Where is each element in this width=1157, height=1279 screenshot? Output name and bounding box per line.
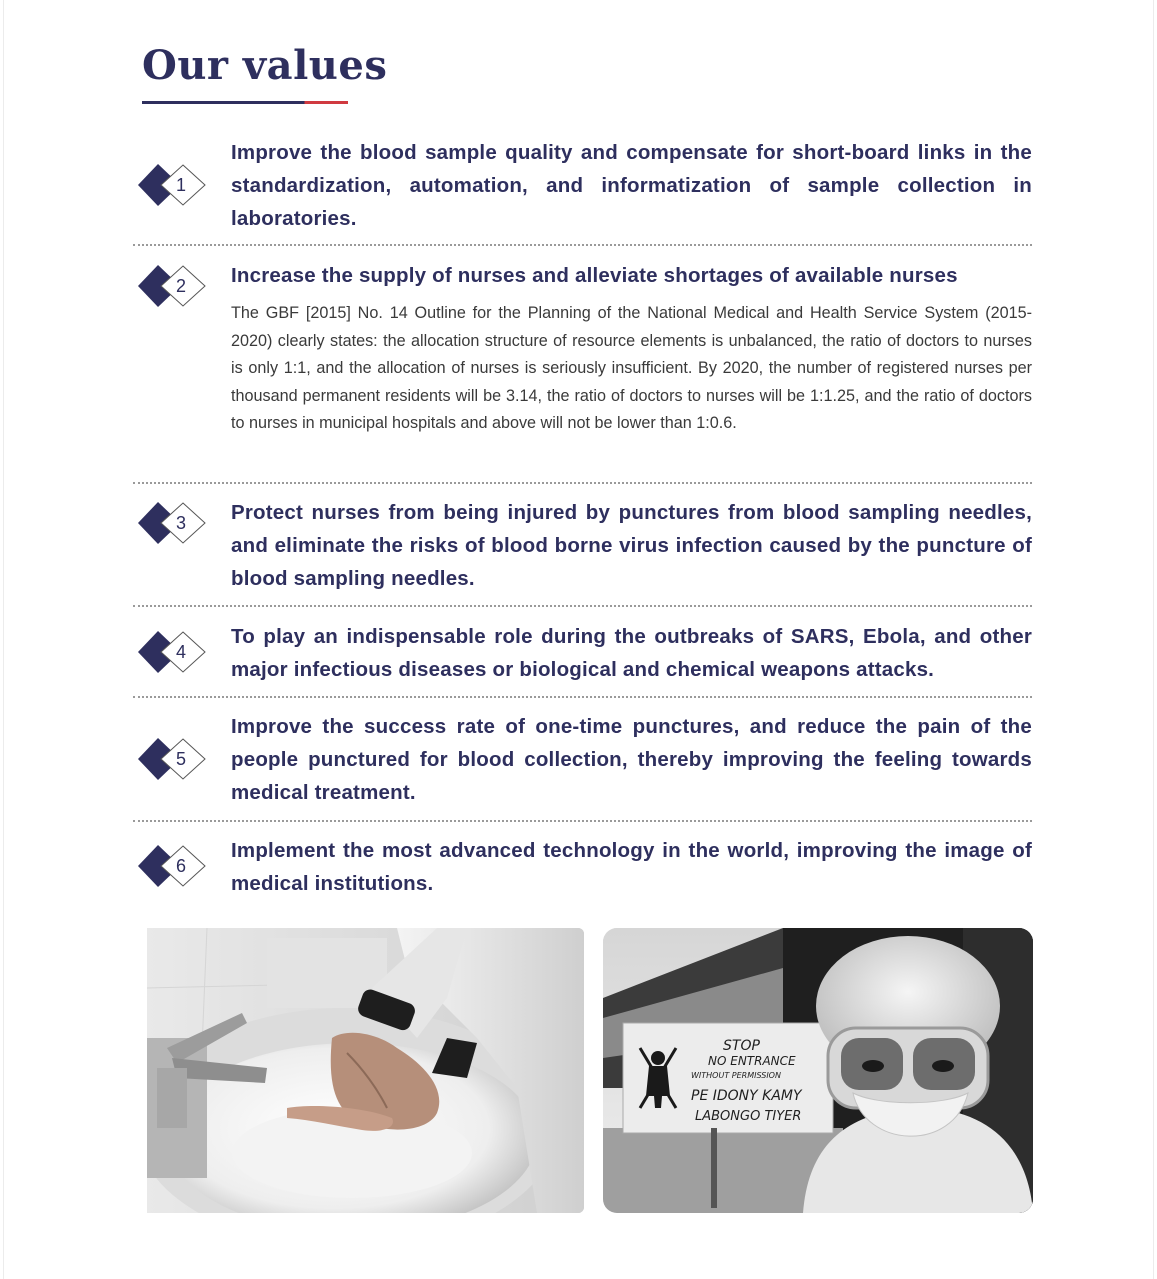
badge-number: 3 bbox=[175, 513, 186, 533]
sign-line-3: WITHOUT PERMISSION bbox=[691, 1071, 781, 1080]
protective-gear-photo bbox=[603, 928, 1033, 1213]
number-badge bbox=[138, 734, 206, 784]
value-heading: Improve the blood sample quality and compensate for short-board links in the standardization, automation, and informatization of sample collection in laboratories. bbox=[231, 141, 1032, 230]
dotted-divider bbox=[133, 244, 1032, 246]
dotted-divider bbox=[133, 696, 1032, 698]
dotted-divider bbox=[133, 820, 1032, 822]
value-heading: Implement the most advanced technology in the world, improving the image of medical institutions. bbox=[231, 839, 1032, 895]
value-description: The GBF [2015] No. 14 Outline for the Planning of the National Medical and Health Service System (2015-2020) clearly states: the allocation structure of resource elements is unbalanced, the ratio of doctors to nurses is only 1:1, and the allocation of nurses is seriously insufficient. By 2020, the number of registered nurses per thousand permanent residents will be 3.14, the ratio of doctors to nurses will be 1:1.25, and the ratio of doctors to nurses in municipal hospitals and above will not be lower than 1:0.6. bbox=[231, 304, 1032, 432]
number-badge bbox=[138, 841, 206, 891]
number-badge bbox=[138, 498, 206, 548]
value-heading: To play an indispensable role during the outbreaks of SARS, Ebola, and other major infectious diseases or biological and chemical weapons attacks. bbox=[231, 625, 1032, 681]
number-badge bbox=[138, 261, 206, 311]
value-heading: Increase the supply of nurses and alleviate shortages of available nurses bbox=[231, 264, 958, 287]
page-title: Our values bbox=[142, 42, 388, 89]
badge-number: 5 bbox=[175, 749, 186, 769]
number-badge bbox=[138, 160, 206, 210]
badge-number: 6 bbox=[175, 856, 186, 876]
badge-number: 4 bbox=[175, 642, 186, 662]
page-edge-left bbox=[3, 0, 4, 1279]
sign-line-2: NO ENTRANCE bbox=[708, 1054, 796, 1068]
sign-line-1: STOP bbox=[723, 1038, 760, 1054]
dotted-divider bbox=[133, 605, 1032, 607]
badge-number: 1 bbox=[175, 175, 186, 195]
sign-line-4: PE IDONY KAMY bbox=[691, 1088, 802, 1104]
value-heading: Improve the success rate of one-time punctures, and reduce the pain of the people punctured for blood collection, thereby improving the feeling towards medical treatment. bbox=[231, 715, 1032, 804]
page-edge-right bbox=[1153, 0, 1154, 1279]
handwashing-photo bbox=[147, 928, 584, 1213]
badge-number: 2 bbox=[175, 276, 186, 296]
title-underline bbox=[142, 101, 348, 104]
sign-line-5: LABONGO TIYER bbox=[695, 1109, 802, 1124]
value-heading: Protect nurses from being injured by punctures from blood sampling needles, and eliminate the risks of blood borne virus infection caused by the puncture of blood sampling needles. bbox=[231, 501, 1032, 590]
dotted-divider bbox=[133, 482, 1032, 484]
number-badge bbox=[138, 627, 206, 677]
